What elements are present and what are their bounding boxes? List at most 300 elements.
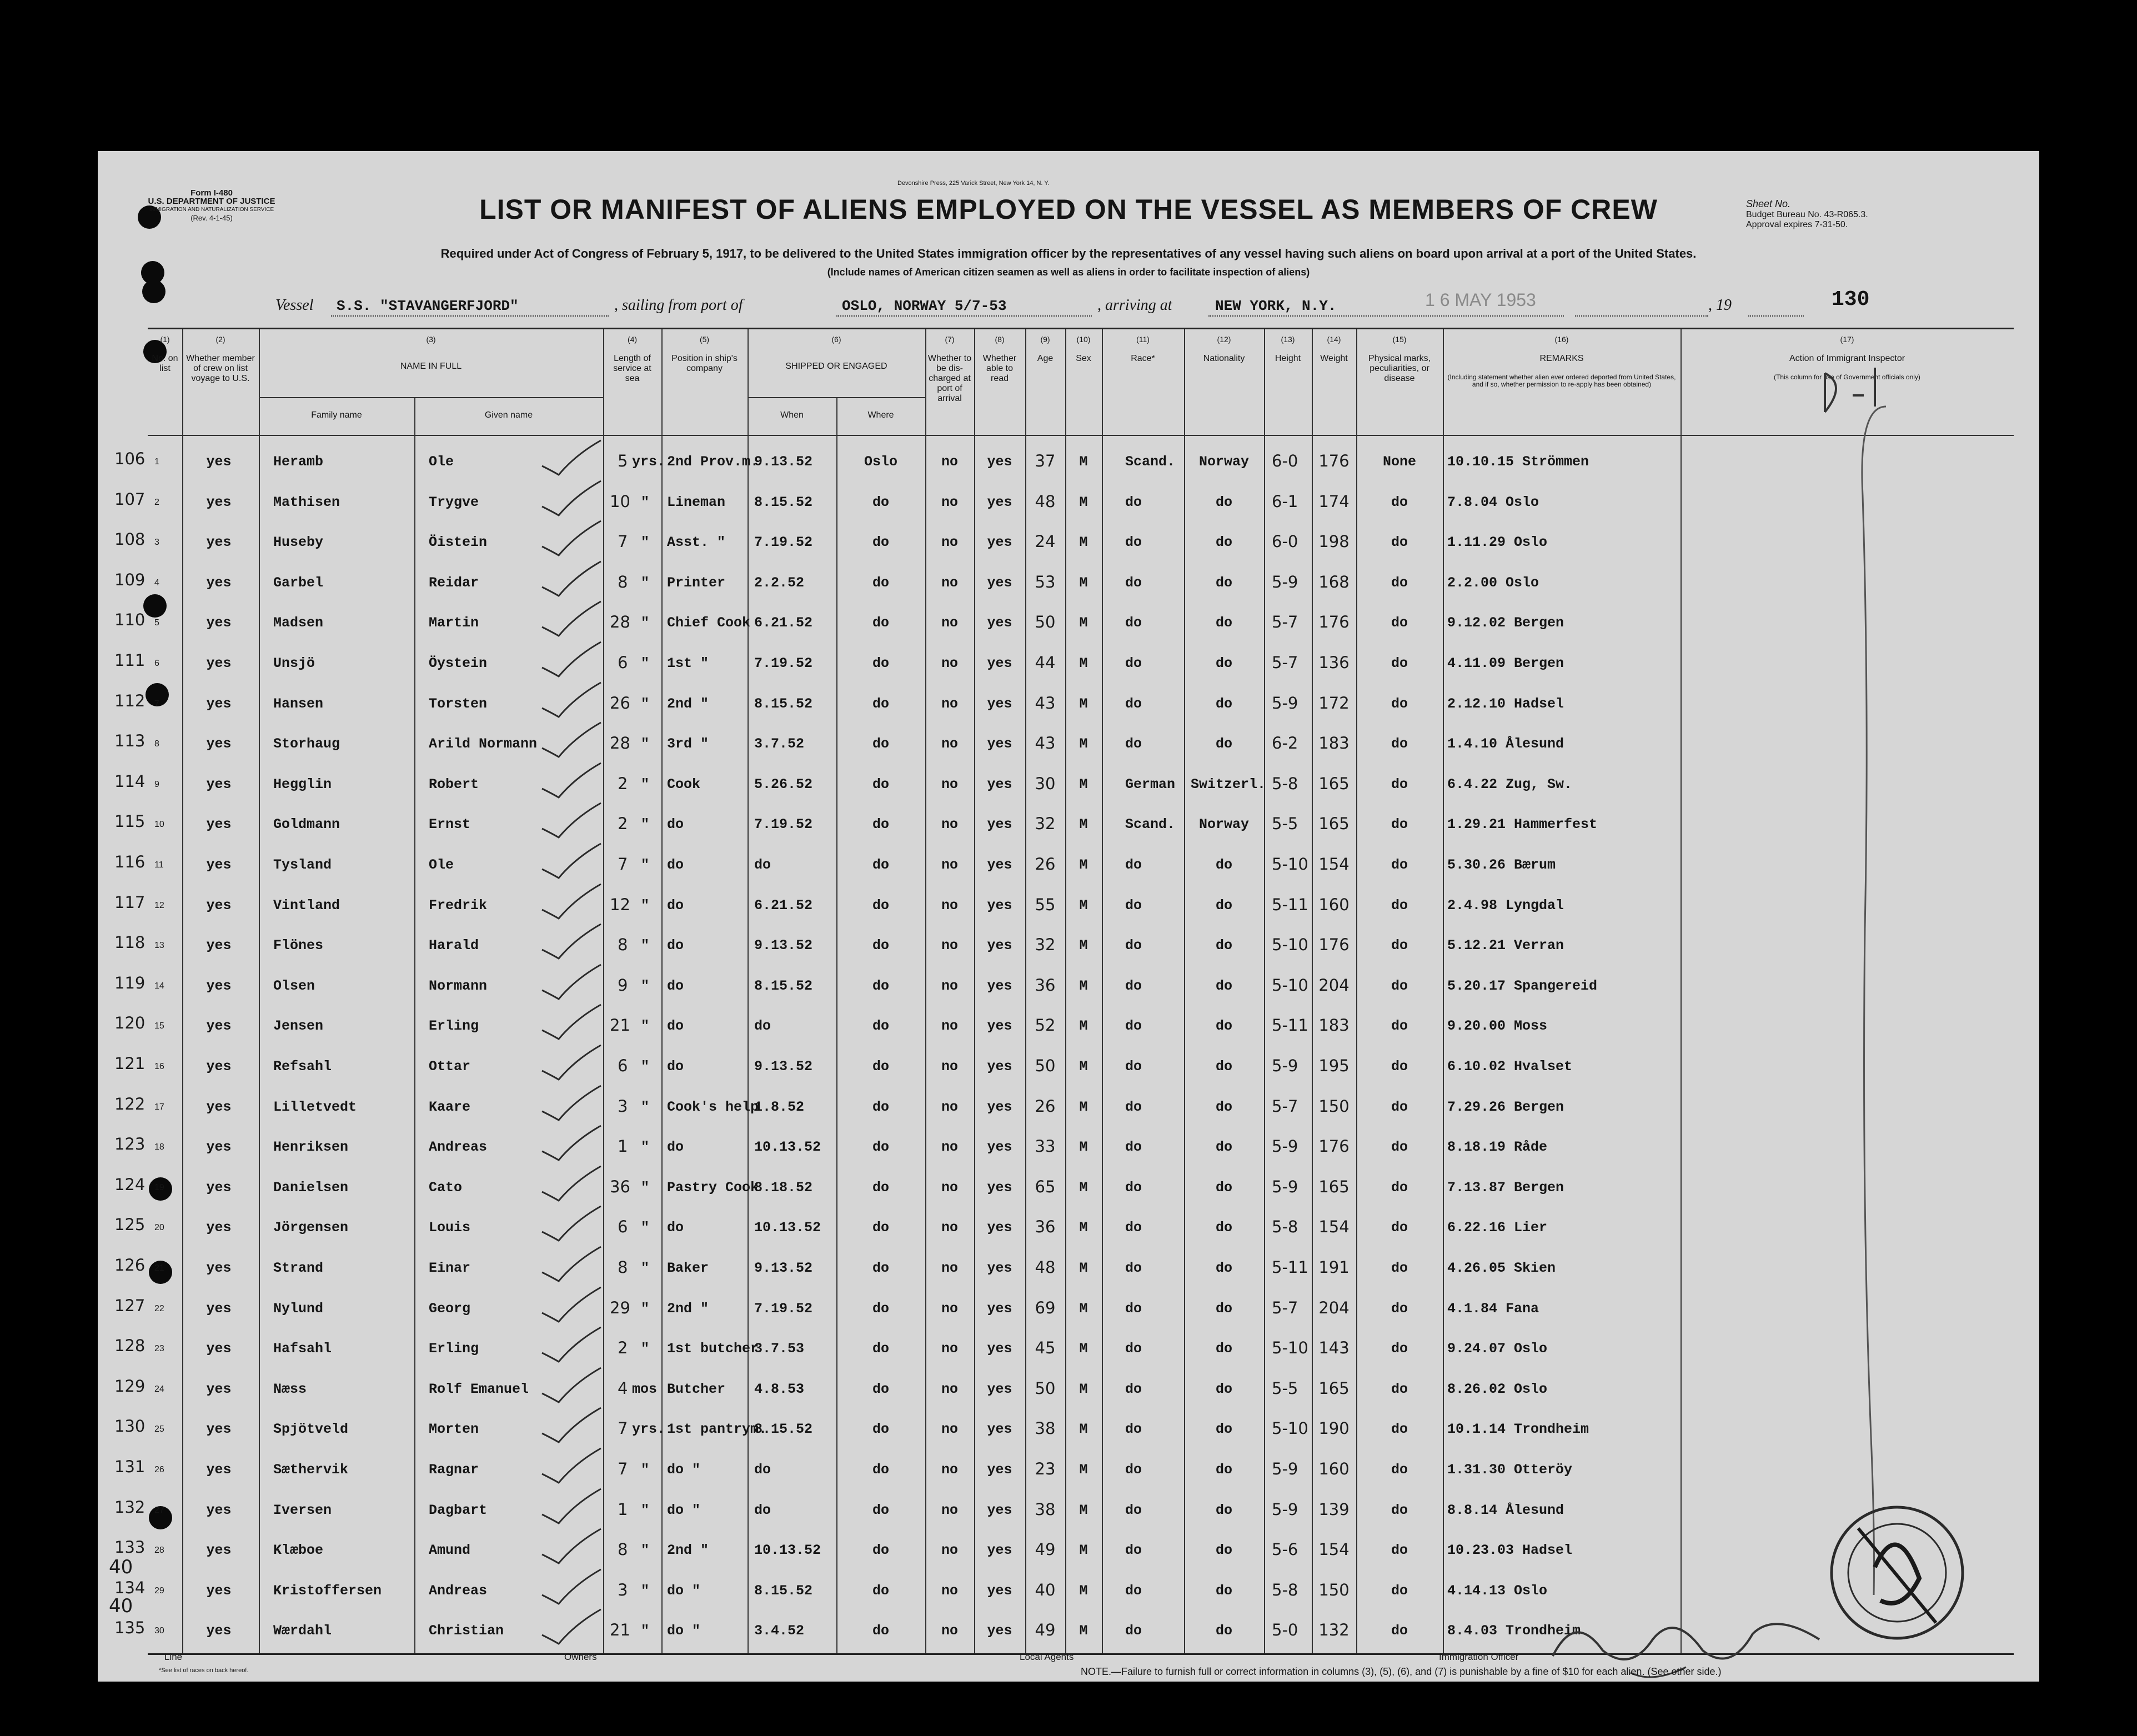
cell-disch: no xyxy=(941,1300,958,1317)
cell-when: 8.15.52 xyxy=(754,1582,813,1599)
cell-where: do xyxy=(872,1098,889,1115)
cell-weight: 154 xyxy=(1318,1540,1350,1559)
vessel-label: Vessel xyxy=(275,297,314,314)
cell-sex: M xyxy=(1079,1502,1088,1518)
cell-sex: M xyxy=(1079,1542,1088,1559)
cell-nat: do xyxy=(1215,1179,1232,1196)
cell-weight: 150 xyxy=(1318,1096,1350,1116)
list-number: 135 xyxy=(114,1618,146,1638)
cell-unit: mos xyxy=(632,1381,658,1397)
cell-height: 5-9 xyxy=(1272,572,1298,591)
cell-unit: " xyxy=(641,1341,650,1357)
line-number: 29 xyxy=(154,1586,164,1595)
cell-service: 28 xyxy=(610,613,630,632)
cell-weight: 165 xyxy=(1318,774,1350,793)
check-mark xyxy=(536,559,603,598)
cell-remarks: 8.26.02 Oslo xyxy=(1447,1381,1548,1397)
column-number-nationality: (12) xyxy=(1217,335,1231,344)
cell-weight: 165 xyxy=(1318,1378,1350,1398)
cell-family: Unsjö xyxy=(273,655,315,671)
cell-where: do xyxy=(872,937,889,954)
cell-read: yes xyxy=(987,776,1012,792)
cell-marks: do xyxy=(1391,1462,1408,1478)
cell-read: yes xyxy=(987,1381,1012,1397)
cell-race: do xyxy=(1125,695,1142,712)
cell-race: Scand. xyxy=(1125,816,1176,833)
cell-weight: 191 xyxy=(1318,1258,1350,1277)
cell-when: do xyxy=(754,1502,771,1518)
cell-disch: no xyxy=(941,937,958,954)
cell-read: yes xyxy=(987,1179,1012,1196)
line-number: 13 xyxy=(154,941,164,951)
list-number: 116 xyxy=(114,852,146,871)
cell-service: 7 xyxy=(618,532,628,551)
cell-marks: do xyxy=(1391,1220,1408,1236)
cell-sex: M xyxy=(1079,937,1088,954)
cell-sex: M xyxy=(1079,1623,1088,1639)
line-number: 23 xyxy=(154,1344,164,1354)
cell-race: do xyxy=(1125,1381,1142,1397)
cell-marks: do xyxy=(1391,937,1408,954)
cell-unit: " xyxy=(641,1098,650,1115)
cell-when: 3.7.52 xyxy=(754,736,805,752)
cell-read: yes xyxy=(987,1502,1012,1518)
cell-marks: do xyxy=(1391,1098,1408,1115)
cell-unit: " xyxy=(641,977,650,994)
cell-weight: 172 xyxy=(1318,693,1350,713)
cell-where: do xyxy=(872,816,889,833)
cell-given: Louis xyxy=(429,1220,471,1236)
cell-where: do xyxy=(872,1502,889,1518)
cell-family: Huseby xyxy=(273,534,324,551)
cell-sex: M xyxy=(1079,1300,1088,1317)
cell-sex: M xyxy=(1079,736,1088,752)
cell-age: 43 xyxy=(1035,734,1056,753)
cell-disch: no xyxy=(941,977,958,994)
check-mark xyxy=(536,841,603,880)
cell-given: Einar xyxy=(429,1260,471,1276)
cell-nat: do xyxy=(1215,574,1232,591)
cell-where: do xyxy=(872,897,889,914)
cell-remarks: 4.26.05 Skien xyxy=(1447,1260,1556,1276)
cell-height: 5-5 xyxy=(1272,1378,1298,1398)
arrival-port: NEW YORK, N.Y. xyxy=(1215,298,1337,314)
cell-read: yes xyxy=(987,1462,1012,1478)
cell-given: Öystein xyxy=(429,655,488,671)
list-number: 123 xyxy=(114,1135,146,1154)
cell-sex: M xyxy=(1079,1220,1088,1236)
cell-remarks: 8.4.03 Trondheim xyxy=(1447,1623,1581,1639)
line-number: 8 xyxy=(154,739,159,749)
column-header-shipped: SHIPPED OR ENGAGED xyxy=(785,362,887,371)
cell-when: 7.19.52 xyxy=(754,1300,813,1317)
cell-given: Robert xyxy=(429,776,479,792)
cell-family: Nylund xyxy=(273,1300,324,1317)
cell-position: 3rd " xyxy=(667,736,709,752)
cell-unit: " xyxy=(641,1179,650,1196)
cell-race: do xyxy=(1125,494,1142,510)
cell-given: Ole xyxy=(429,857,454,873)
cell-marks: do xyxy=(1391,1139,1408,1156)
cell-age: 37 xyxy=(1035,451,1056,470)
cell-height: 6-0 xyxy=(1272,532,1298,551)
cell-when: 7.19.52 xyxy=(754,534,813,551)
cell-family: Refsahl xyxy=(273,1058,332,1075)
cell-unit: " xyxy=(641,776,650,792)
cell-crew: yes xyxy=(206,1341,232,1357)
line-number: 17 xyxy=(154,1102,164,1112)
cell-unit: " xyxy=(641,1502,650,1518)
cell-read: yes xyxy=(987,1421,1012,1438)
check-mark xyxy=(536,599,603,638)
cell-position: 2nd Prov.m. xyxy=(667,454,759,470)
check-mark xyxy=(536,1043,603,1082)
cell-weight: 165 xyxy=(1318,1177,1350,1196)
cell-nat: do xyxy=(1215,1502,1232,1518)
cell-weight: 139 xyxy=(1318,1499,1350,1519)
cell-when: 8.15.52 xyxy=(754,1421,813,1438)
list-number: 118 xyxy=(114,933,146,952)
cell-sex: M xyxy=(1079,1139,1088,1156)
cell-family: Olsen xyxy=(273,977,315,994)
cell-unit: " xyxy=(641,494,650,510)
column-header-position: Position in ship's company xyxy=(671,354,738,373)
cell-given: Ernst xyxy=(429,816,471,833)
cell-where: do xyxy=(872,1623,889,1639)
cell-marks: do xyxy=(1391,1542,1408,1559)
cell-disch: no xyxy=(941,1058,958,1075)
subheader-rule xyxy=(259,397,603,398)
check-mark xyxy=(536,1567,603,1606)
cell-weight: 143 xyxy=(1318,1338,1350,1358)
list-number: 121 xyxy=(114,1054,146,1073)
cell-marks: do xyxy=(1391,816,1408,833)
cell-weight: 150 xyxy=(1318,1580,1350,1599)
date-stamp: 1 6 MAY 1953 xyxy=(1425,290,1536,310)
cell-crew: yes xyxy=(206,1058,232,1075)
cell-crew: yes xyxy=(206,1260,232,1276)
column-header-nationality: Nationality xyxy=(1203,354,1245,363)
cell-race: do xyxy=(1125,1582,1142,1599)
line-number: 7 xyxy=(154,699,159,709)
check-mark xyxy=(536,801,603,840)
cell-age: 55 xyxy=(1035,895,1056,914)
cell-crew: yes xyxy=(206,494,232,510)
cell-remarks: 4.14.13 Oslo xyxy=(1447,1582,1548,1599)
cell-nat: do xyxy=(1215,1421,1232,1438)
cell-when: 6.21.52 xyxy=(754,615,813,631)
list-number: 125 xyxy=(114,1215,146,1235)
line-number: 5 xyxy=(154,618,159,628)
cell-given: Torsten xyxy=(429,695,488,712)
cell-given: Georg xyxy=(429,1300,471,1317)
punch-hole xyxy=(142,280,165,303)
cell-height: 5-7 xyxy=(1272,1298,1298,1317)
cell-given: Ole xyxy=(429,454,454,470)
cell-nat: do xyxy=(1215,1098,1232,1115)
cell-position: Asst. " xyxy=(667,534,726,551)
cell-unit: yrs. xyxy=(632,1421,666,1438)
cell-family: Henriksen xyxy=(273,1139,349,1156)
cell-read: yes xyxy=(987,1058,1012,1075)
cell-height: 5-11 xyxy=(1272,895,1308,914)
cell-height: 6-1 xyxy=(1272,491,1298,511)
cell-age: 49 xyxy=(1035,1620,1056,1640)
cell-when: 8.15.52 xyxy=(754,695,813,712)
cell-where: do xyxy=(872,1018,889,1035)
cell-sex: M xyxy=(1079,1341,1088,1357)
cell-service: 6 xyxy=(618,1056,628,1075)
cell-when: 9.13.52 xyxy=(754,937,813,954)
cell-position: do xyxy=(667,977,684,994)
cell-height: 5-10 xyxy=(1272,1338,1308,1358)
cell-position: do xyxy=(667,1139,684,1156)
column-header-inspector: Action of Immigrant Inspector xyxy=(1789,354,1905,363)
cell-service: 21 xyxy=(610,1620,630,1640)
cell-unit: " xyxy=(641,1139,650,1156)
cell-weight: 136 xyxy=(1318,653,1350,672)
column-rule xyxy=(748,329,749,1653)
check-mark xyxy=(536,519,603,558)
cell-crew: yes xyxy=(206,1220,232,1236)
cell-when: 10.13.52 xyxy=(754,1220,821,1236)
cell-disch: no xyxy=(941,1220,958,1236)
dotted-rule xyxy=(1575,315,1708,317)
cell-weight: 165 xyxy=(1318,814,1350,834)
cell-unit: " xyxy=(641,1542,650,1559)
cell-disch: no xyxy=(941,1462,958,1478)
cell-read: yes xyxy=(987,534,1012,551)
cell-when: do xyxy=(754,1462,771,1478)
check-mark xyxy=(536,1366,603,1404)
cell-crew: yes xyxy=(206,1582,232,1599)
cell-sex: M xyxy=(1079,1179,1088,1196)
cell-nat: do xyxy=(1215,977,1232,994)
cell-race: do xyxy=(1125,1542,1142,1559)
cell-remarks: 9.12.02 Bergen xyxy=(1447,615,1564,631)
cell-unit: " xyxy=(641,1260,650,1276)
cell-crew: yes xyxy=(206,1018,232,1035)
cell-nat: do xyxy=(1215,1260,1232,1276)
cell-crew: yes xyxy=(206,1542,232,1559)
cell-sex: M xyxy=(1079,615,1088,631)
cell-position: do xyxy=(667,1018,684,1035)
vessel-name: S.S. "STAVANGERFJORD" xyxy=(337,298,519,314)
cell-service: 9 xyxy=(618,975,628,995)
cell-where: do xyxy=(872,574,889,591)
cell-disch: no xyxy=(941,1542,958,1559)
cell-age: 45 xyxy=(1035,1338,1056,1358)
cell-crew: yes xyxy=(206,1502,232,1518)
cell-unit: " xyxy=(641,937,650,954)
cell-where: do xyxy=(872,1462,889,1478)
cell-nat: do xyxy=(1215,1623,1232,1639)
cell-remarks: 6.10.02 Hvalset xyxy=(1447,1058,1573,1075)
column-header-remarks: REMARKS xyxy=(1539,354,1584,363)
cell-weight: 176 xyxy=(1318,613,1350,632)
column-number-sex: (10) xyxy=(1076,335,1091,344)
cell-position: do " xyxy=(667,1462,701,1478)
cell-when: do xyxy=(754,857,771,873)
cell-crew: yes xyxy=(206,1462,232,1478)
cell-age: 36 xyxy=(1035,1217,1056,1237)
column-note-inspector: (This column for use of Government officials only) xyxy=(1774,373,1920,381)
cell-service: 3 xyxy=(618,1096,628,1116)
cell-unit: " xyxy=(641,615,650,631)
cell-height: 5-11 xyxy=(1272,1016,1308,1035)
cell-sex: M xyxy=(1079,1381,1088,1397)
cell-remarks: 4.11.09 Bergen xyxy=(1447,655,1564,671)
cell-crew: yes xyxy=(206,816,232,833)
check-mark xyxy=(536,962,603,1001)
cell-weight: 198 xyxy=(1318,532,1350,551)
list-number: 113 xyxy=(114,731,146,751)
cell-service: 2 xyxy=(618,774,628,793)
cell-sex: M xyxy=(1079,1582,1088,1599)
cell-given: Harald xyxy=(429,937,479,954)
cell-marks: do xyxy=(1391,1421,1408,1438)
cell-remarks: 10.23.03 Hadsel xyxy=(1447,1542,1573,1559)
cell-read: yes xyxy=(987,1139,1012,1156)
line-number: 25 xyxy=(154,1424,164,1434)
column-header-read: Whether able to read xyxy=(982,354,1017,383)
cell-remarks: 7.13.87 Bergen xyxy=(1447,1179,1564,1196)
cell-age: 50 xyxy=(1035,1378,1056,1398)
cell-marks: do xyxy=(1391,776,1408,792)
cell-age: 50 xyxy=(1035,1056,1056,1075)
budget-bureau: Budget Bureau No. 43-R065.3. xyxy=(1746,210,1868,219)
cell-marks: do xyxy=(1391,897,1408,914)
cell-when: 9.13.52 xyxy=(754,1260,813,1276)
cell-when: 6.21.52 xyxy=(754,897,813,914)
cell-where: do xyxy=(872,1421,889,1438)
cell-marks: do xyxy=(1391,534,1408,551)
cell-race: do xyxy=(1125,534,1142,551)
cell-disch: no xyxy=(941,1260,958,1276)
cell-marks: do xyxy=(1391,655,1408,671)
cell-sex: M xyxy=(1079,1098,1088,1115)
cell-remarks: 6.4.22 Zug, Sw. xyxy=(1447,776,1573,792)
cell-weight: 174 xyxy=(1318,491,1350,511)
line-number: 21 xyxy=(154,1263,164,1273)
cell-remarks: 7.29.26 Bergen xyxy=(1447,1098,1564,1115)
cell-given: Arild Normann xyxy=(429,736,538,752)
cell-read: yes xyxy=(987,816,1012,833)
column-number-inspector: (17) xyxy=(1840,335,1854,344)
cell-unit: " xyxy=(641,1462,650,1478)
cell-crew: yes xyxy=(206,857,232,873)
cell-read: yes xyxy=(987,897,1012,914)
sheet-label: Sheet No. xyxy=(1746,198,1791,209)
cell-age: 49 xyxy=(1035,1540,1056,1559)
column-header-marks: Physical marks, peculiarities, or disease xyxy=(1368,354,1431,383)
cell-given: Kaare xyxy=(429,1098,471,1115)
line-number: 6 xyxy=(154,659,159,668)
cell-marks: do xyxy=(1391,1623,1408,1639)
cell-weight: 204 xyxy=(1318,1298,1350,1317)
cell-remarks: 1.11.29 Oslo xyxy=(1447,534,1548,551)
cell-remarks: 2.12.10 Hadsel xyxy=(1447,695,1564,712)
cell-disch: no xyxy=(941,615,958,631)
cell-age: 44 xyxy=(1035,653,1056,672)
cell-disch: no xyxy=(941,816,958,833)
cell-disch: no xyxy=(941,897,958,914)
cell-remarks: 8.18.19 Råde xyxy=(1447,1139,1548,1156)
cell-crew: yes xyxy=(206,977,232,994)
column-rule xyxy=(1443,329,1444,1653)
cell-remarks: 4.1.84 Fana xyxy=(1447,1300,1539,1317)
cell-read: yes xyxy=(987,977,1012,994)
check-mark xyxy=(536,438,603,477)
cell-marks: do xyxy=(1391,1381,1408,1397)
cell-position: do " xyxy=(667,1502,701,1518)
cell-where: do xyxy=(872,857,889,873)
cell-family: Vintland xyxy=(273,897,340,914)
column-number-name: (3) xyxy=(426,335,436,344)
column-rule xyxy=(1680,329,1682,1653)
cell-service: 8 xyxy=(618,1540,628,1559)
cell-marks: do xyxy=(1391,1582,1408,1599)
cell-service: 6 xyxy=(618,653,628,672)
cell-disch: no xyxy=(941,574,958,591)
cell-family: Hansen xyxy=(273,695,324,712)
cell-marks: do xyxy=(1391,574,1408,591)
cell-read: yes xyxy=(987,1260,1012,1276)
check-mark xyxy=(536,1446,603,1485)
cell-given: Normann xyxy=(429,977,488,994)
line-number: 3 xyxy=(154,538,159,548)
cell-age: 30 xyxy=(1035,774,1056,793)
sheet-info xyxy=(1746,199,1868,230)
cell-where: do xyxy=(872,736,889,752)
cell-nat: do xyxy=(1215,615,1232,631)
cell-service: 8 xyxy=(618,935,628,955)
cell-disch: no xyxy=(941,695,958,712)
cell-unit: " xyxy=(641,857,650,873)
cell-age: 32 xyxy=(1035,814,1056,834)
cell-where: do xyxy=(872,1220,889,1236)
cell-race: do xyxy=(1125,736,1142,752)
cell-disch: no xyxy=(941,1421,958,1438)
cell-where: do xyxy=(872,1139,889,1156)
subheader-rule xyxy=(748,397,925,398)
cell-given: Erling xyxy=(429,1341,479,1357)
cell-read: yes xyxy=(987,1220,1012,1236)
footnote: *See list of races on back hereof. xyxy=(159,1667,249,1674)
check-mark xyxy=(536,1285,603,1324)
cell-when: 5.26.52 xyxy=(754,776,813,792)
cell-nat: do xyxy=(1215,1582,1232,1599)
cell-unit: " xyxy=(641,1018,650,1035)
cell-service: 1 xyxy=(618,1137,628,1156)
margin-mark: 40 xyxy=(109,1595,133,1617)
cell-position: 1st " xyxy=(667,655,709,671)
line-number: 16 xyxy=(154,1062,164,1071)
cell-crew: yes xyxy=(206,1139,232,1156)
list-number: 127 xyxy=(114,1296,146,1315)
cell-remarks: 6.22.16 Lier xyxy=(1447,1220,1548,1236)
column-number-no: (1) xyxy=(160,335,170,344)
cell-remarks: 1.29.21 Hammerfest xyxy=(1447,816,1598,833)
department: U.S. DEPARTMENT OF JUSTICE xyxy=(148,197,275,206)
cell-nat: do xyxy=(1215,897,1232,914)
check-mark xyxy=(536,720,603,759)
cell-sex: M xyxy=(1079,494,1088,510)
list-number: 115 xyxy=(114,812,146,831)
cell-crew: yes xyxy=(206,1098,232,1115)
cell-sex: M xyxy=(1079,695,1088,712)
cell-read: yes xyxy=(987,574,1012,591)
